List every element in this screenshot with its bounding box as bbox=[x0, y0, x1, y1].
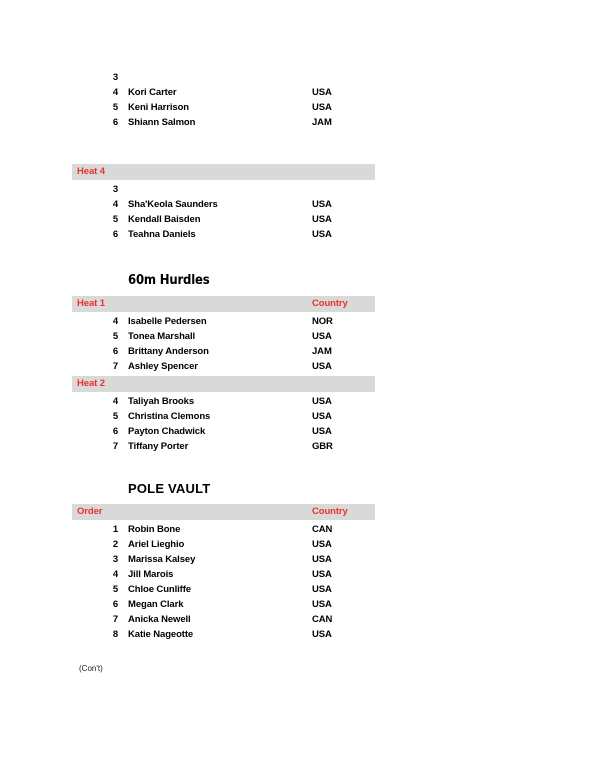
table-row bbox=[0, 424, 600, 439]
row-order: 6 bbox=[112, 599, 118, 610]
row-athlete-name: Isabelle Pedersen bbox=[128, 316, 207, 327]
order-banner bbox=[72, 504, 375, 520]
heat-block-hurdles-heat-2 bbox=[0, 376, 600, 454]
row-athlete-name: Kendall Baisden bbox=[128, 214, 201, 225]
row-athlete-name: Christina Clemons bbox=[128, 411, 211, 422]
row-athlete-name: Ashley Spencer bbox=[128, 361, 198, 372]
row-order: 7 bbox=[112, 614, 118, 625]
row-order: 7 bbox=[112, 441, 118, 452]
row-order: 5 bbox=[112, 214, 118, 225]
heat-banner bbox=[72, 296, 375, 312]
row-athlete-name: Kori Carter bbox=[128, 87, 177, 98]
row-athlete-name: Robin Bone bbox=[128, 524, 181, 535]
spacer bbox=[0, 242, 600, 272]
row-athlete-name: Tonea Marshall bbox=[128, 331, 196, 342]
table-row bbox=[0, 227, 600, 242]
row-country: USA bbox=[312, 396, 332, 407]
table-row bbox=[0, 314, 600, 329]
table-row bbox=[0, 627, 600, 642]
table-row bbox=[0, 115, 600, 130]
table-row bbox=[0, 182, 600, 197]
table-row bbox=[0, 409, 600, 424]
row-athlete-name: Megan Clark bbox=[128, 599, 184, 610]
row-athlete-name: Jill Marois bbox=[128, 569, 174, 580]
row-order: 6 bbox=[112, 117, 118, 128]
table-row bbox=[0, 197, 600, 212]
row-athlete-name: Anicka Newell bbox=[128, 614, 191, 625]
row-country: CAN bbox=[312, 614, 333, 625]
row-order: 1 bbox=[112, 524, 118, 535]
row-athlete-name: Sha'Keola Saunders bbox=[128, 199, 218, 210]
section-carryover-heat bbox=[0, 70, 600, 130]
row-athlete-name: Marissa Kalsey bbox=[128, 554, 196, 565]
row-order: 3 bbox=[112, 554, 118, 565]
row-order: 4 bbox=[112, 87, 118, 98]
table-row bbox=[0, 597, 600, 612]
row-athlete-name: Chloe Cunliffe bbox=[128, 584, 191, 595]
event-title-60m-hurdles bbox=[0, 272, 600, 290]
row-athlete-name: Teahna Daniels bbox=[128, 229, 196, 240]
order-banner-country-header: Country bbox=[312, 506, 348, 517]
heat-banner-label: Heat 2 bbox=[77, 378, 105, 389]
spacer bbox=[0, 454, 600, 480]
heat-banner bbox=[72, 164, 375, 180]
row-order: 2 bbox=[112, 539, 118, 550]
spacer bbox=[0, 130, 600, 164]
table-row bbox=[0, 567, 600, 582]
row-country: USA bbox=[312, 599, 332, 610]
event-title-high-jump bbox=[0, 716, 600, 734]
row-country: JAM bbox=[312, 346, 332, 357]
row-order: 6 bbox=[112, 346, 118, 357]
row-country: GBR bbox=[312, 441, 333, 452]
table-row bbox=[0, 612, 600, 627]
row-order: 3 bbox=[112, 72, 118, 83]
table-row bbox=[0, 582, 600, 597]
table-row bbox=[0, 85, 600, 100]
top-margin bbox=[0, 0, 600, 70]
row-athlete-name: Katie Nageotte bbox=[128, 629, 194, 640]
event-title-text: POLE VAULT bbox=[128, 481, 211, 496]
table-row bbox=[0, 537, 600, 552]
row-athlete-name: Ariel Lieghio bbox=[128, 539, 185, 550]
row-country: USA bbox=[312, 214, 332, 225]
continuation-note-text: (Con't) bbox=[79, 664, 103, 673]
event-title-text: 60m Hurdles bbox=[128, 273, 210, 288]
heat-block-pole-vault-order bbox=[0, 504, 600, 642]
continuation-note bbox=[0, 662, 600, 676]
heat-banner-country-header: Country bbox=[312, 298, 348, 309]
row-country: USA bbox=[312, 569, 332, 580]
table-row bbox=[0, 212, 600, 227]
row-order: 5 bbox=[112, 411, 118, 422]
table-row bbox=[0, 439, 600, 454]
table-row bbox=[0, 359, 600, 374]
row-order: 5 bbox=[112, 584, 118, 595]
table-row bbox=[0, 100, 600, 115]
row-order: 3 bbox=[112, 184, 118, 195]
row-athlete-name: Payton Chadwick bbox=[128, 426, 206, 437]
row-order: 4 bbox=[112, 569, 118, 580]
row-country: USA bbox=[312, 331, 332, 342]
row-order: 4 bbox=[112, 199, 118, 210]
row-country: USA bbox=[312, 629, 332, 640]
row-country: USA bbox=[312, 102, 332, 113]
row-athlete-name: Tiffany Porter bbox=[128, 441, 189, 452]
row-athlete-name: Shiann Salmon bbox=[128, 117, 196, 128]
row-athlete-name: Brittany Anderson bbox=[128, 346, 209, 357]
row-order: 4 bbox=[112, 396, 118, 407]
row-country: USA bbox=[312, 411, 332, 422]
table-row bbox=[0, 394, 600, 409]
row-athlete-name: Taliyah Brooks bbox=[128, 396, 195, 407]
row-order: 7 bbox=[112, 361, 118, 372]
row-athlete-name: Keni Harrison bbox=[128, 102, 189, 113]
table-row bbox=[0, 344, 600, 359]
row-country: USA bbox=[312, 229, 332, 240]
row-country: USA bbox=[312, 584, 332, 595]
row-country: USA bbox=[312, 426, 332, 437]
event-title-pole-vault bbox=[0, 480, 600, 498]
row-country: USA bbox=[312, 554, 332, 565]
row-country: JAM bbox=[312, 117, 332, 128]
table-row bbox=[0, 70, 600, 85]
heat-banner bbox=[72, 376, 375, 392]
row-order: 5 bbox=[112, 331, 118, 342]
table-row bbox=[0, 552, 600, 567]
row-order: 6 bbox=[112, 229, 118, 240]
spacer bbox=[0, 676, 600, 716]
order-banner-label: Order bbox=[77, 506, 103, 517]
row-order: 6 bbox=[112, 426, 118, 437]
spacer bbox=[0, 642, 600, 662]
heat-banner-label: Heat 4 bbox=[77, 166, 105, 177]
row-order: 5 bbox=[112, 102, 118, 113]
section-heat-4 bbox=[0, 164, 600, 242]
row-country: USA bbox=[312, 361, 332, 372]
row-order: 8 bbox=[112, 629, 118, 640]
row-order: 4 bbox=[112, 316, 118, 327]
table-row bbox=[0, 522, 600, 537]
row-country: USA bbox=[312, 199, 332, 210]
heat-block-hurdles-heat-1 bbox=[0, 296, 600, 374]
row-country: USA bbox=[312, 87, 332, 98]
table-row bbox=[0, 329, 600, 344]
row-country: USA bbox=[312, 539, 332, 550]
row-country: NOR bbox=[312, 316, 333, 327]
row-country: CAN bbox=[312, 524, 333, 535]
heat-banner-label: Heat 1 bbox=[77, 298, 105, 309]
